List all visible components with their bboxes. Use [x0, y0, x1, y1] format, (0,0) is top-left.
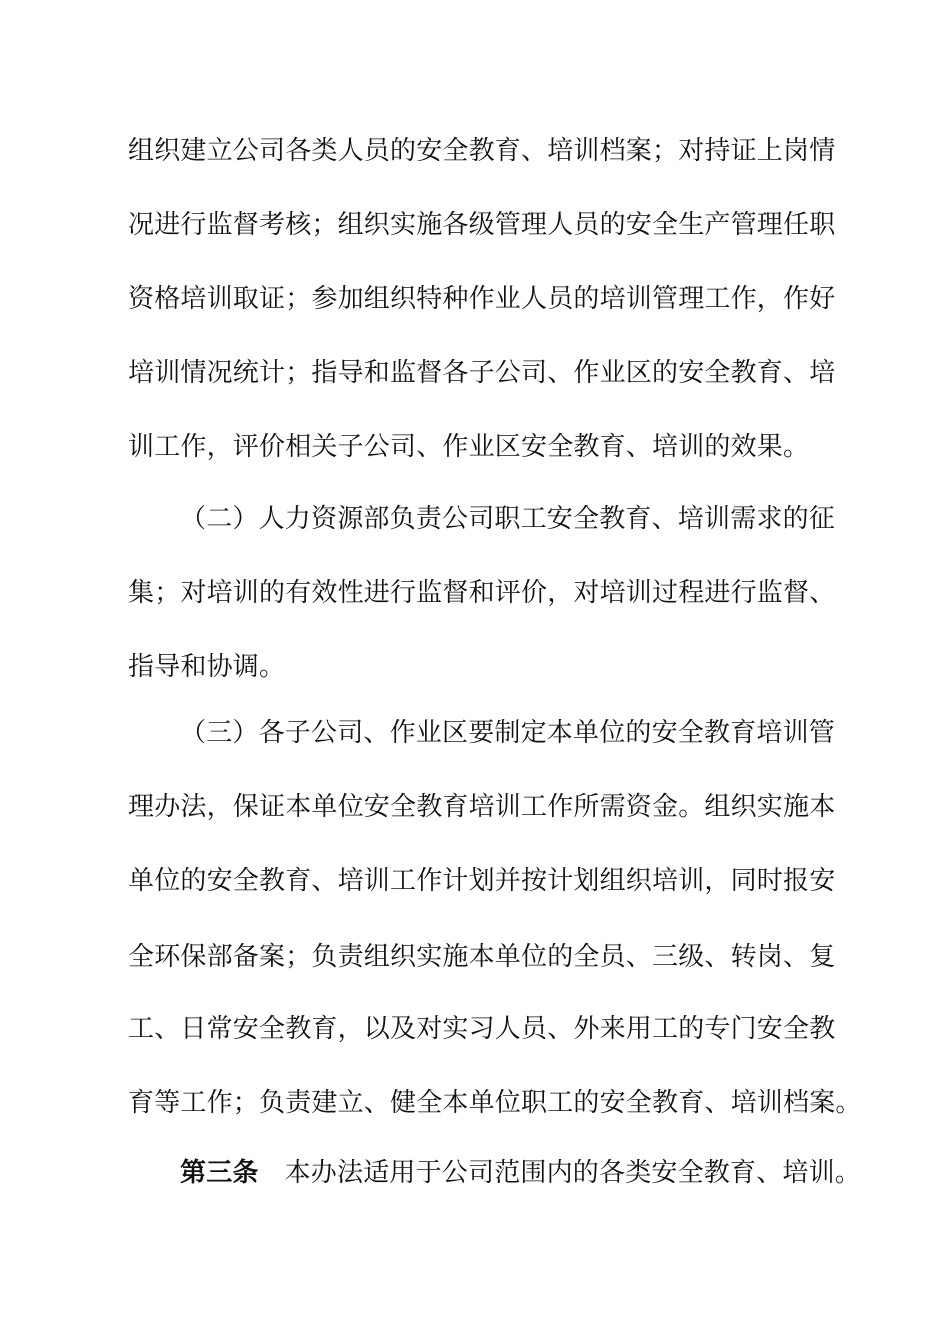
paragraph-2-line-1: （二）人力资源部负责公司职工安全教育、培训需求的征 [180, 504, 836, 534]
paragraph-3-line-4: 全环保部备案；负责组织实施本单位的全员、三级、转岗、复 [128, 942, 836, 972]
article-3-line [180, 1156, 861, 1190]
paragraph-1-line-1: 组织建立公司各类人员的安全教育、培训档案；对持证上岗情 [128, 136, 836, 166]
paragraph-3-line-6: 育等工作；负责建立、健全本单位职工的安全教育、培训档案。 [128, 1088, 862, 1118]
paragraph-1-line-2: 况进行监督考核；组织实施各级管理人员的安全生产管理任职 [128, 210, 836, 240]
paragraph-3-line-5: 工、日常安全教育，以及对实习人员、外来用工的专门安全教 [128, 1014, 836, 1044]
paragraph-1-line-4: 培训情况统计；指导和监督各子公司、作业区的安全教育、培 [128, 358, 836, 388]
paragraph-3-line-2: 理办法，保证本单位安全教育培训工作所需资金。组织实施本 [128, 792, 836, 822]
paragraph-3-line-1: （三）各子公司、作业区要制定本单位的安全教育培训管 [180, 718, 836, 748]
paragraph-1-line-5: 训工作，评价相关子公司、作业区安全教育、培训的效果。 [128, 432, 810, 462]
paragraph-3-line-3: 单位的安全教育、培训工作计划并按计划组织培训，同时报安 [128, 866, 836, 896]
article-heading: 第三条 [180, 1158, 259, 1188]
article-text: 本办法适用于公司范围内的各类安全教育、培训。 [284, 1158, 862, 1188]
paragraph-2-line-2: 集；对培训的有效性进行监督和评价，对培训过程进行监督、 [128, 578, 836, 608]
paragraph-2-line-3: 指导和协调。 [128, 652, 286, 682]
paragraph-1-line-3: 资格培训取证；参加组织特种作业人员的培训管理工作，作好 [128, 284, 836, 314]
